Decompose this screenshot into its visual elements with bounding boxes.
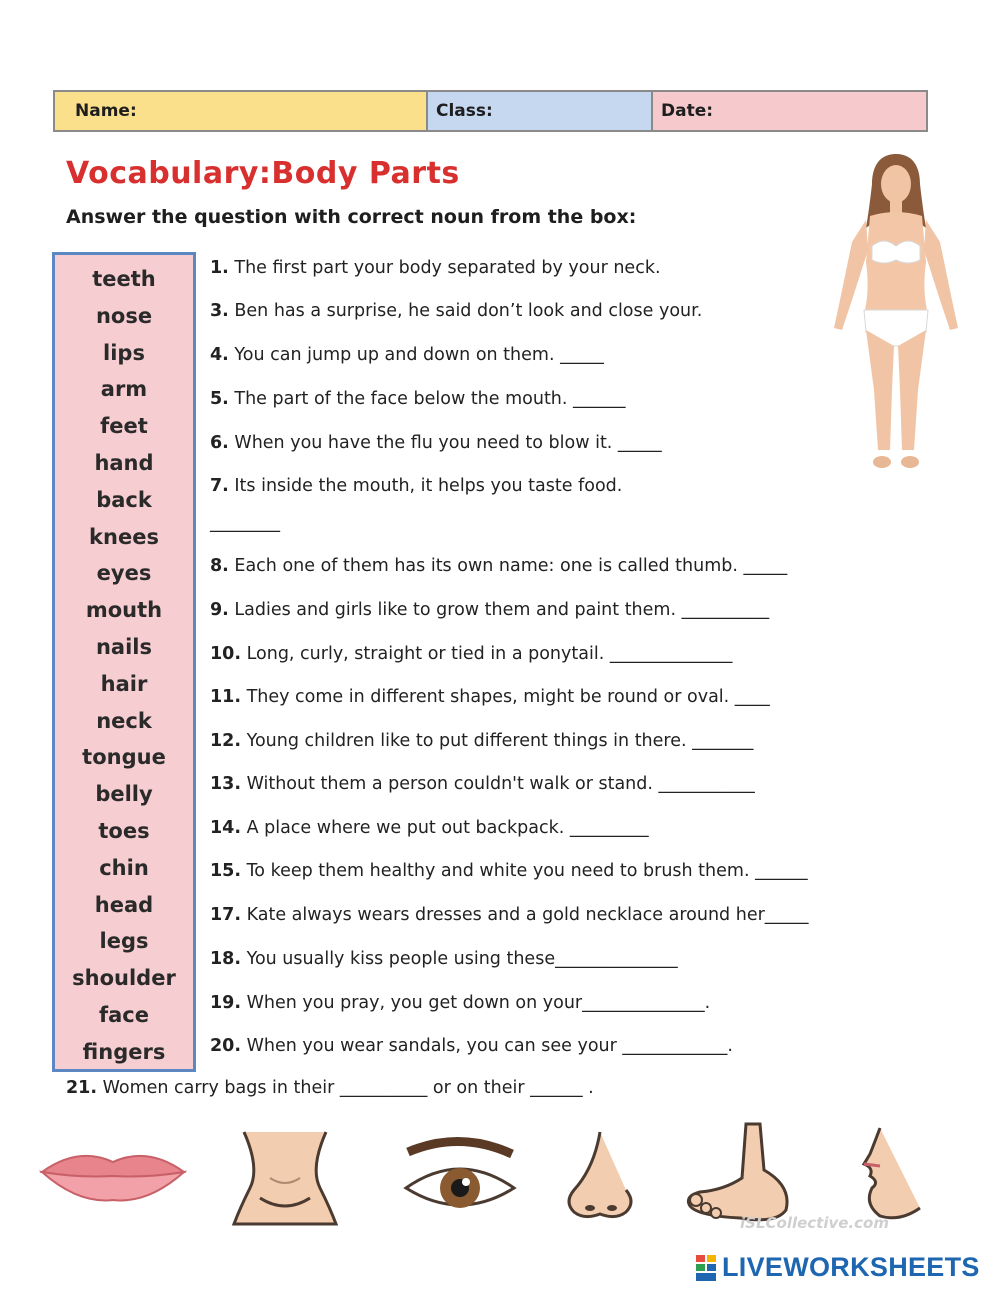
word-item[interactable]: fingers	[82, 1039, 166, 1064]
word-item[interactable]: head	[94, 892, 154, 917]
question-text: Young children like to put different things in there. _______	[241, 731, 754, 751]
word-item[interactable]: tongue	[82, 745, 166, 770]
question-number: 10.	[210, 644, 242, 664]
question-number: 5.	[210, 389, 229, 409]
word-item[interactable]: lips	[103, 340, 145, 365]
question-number: 12.	[210, 731, 242, 751]
question-row	[210, 301, 702, 321]
question-text: Kate always wears dresses and a gold necklace around her_____	[241, 905, 809, 925]
word-item[interactable]: shoulder	[72, 966, 176, 991]
question-row	[210, 389, 626, 409]
name-field[interactable]	[55, 92, 428, 130]
question-text: You can jump up and down on them. _____	[228, 345, 604, 365]
neck-icon	[230, 1128, 340, 1228]
question-21	[66, 1078, 594, 1098]
word-item[interactable]: teeth	[92, 267, 156, 291]
name-label: Name:	[75, 101, 137, 121]
question-text: Without them a person couldn't walk or stand. ___________	[241, 774, 755, 794]
question-text: When you wear sandals, you can see your ____________.	[241, 1036, 733, 1056]
word-item[interactable]: back	[96, 487, 152, 512]
word-item[interactable]: neck	[96, 708, 152, 733]
question-row	[210, 513, 280, 533]
question-number: 20.	[210, 1036, 242, 1056]
question-row	[210, 861, 808, 881]
question-row	[210, 600, 769, 620]
word-box	[52, 252, 196, 1072]
question-text: Long, curly, straight or tied in a ponytail. ______________	[241, 644, 733, 664]
liveworksheets-logo-icon	[696, 1255, 716, 1281]
woman-figure-icon	[822, 150, 970, 475]
question-row	[210, 949, 678, 969]
question-number: 11.	[210, 687, 242, 707]
question-number: 19.	[210, 993, 242, 1013]
eye-icon	[400, 1136, 520, 1226]
header-bar	[53, 90, 928, 132]
foot-icon	[680, 1120, 800, 1226]
brand-name: LIVEWORKSHEETS	[722, 1252, 980, 1282]
question-row	[210, 644, 732, 664]
question-number: 9.	[210, 600, 229, 620]
question-number: 4.	[210, 345, 229, 365]
date-field[interactable]	[653, 92, 926, 130]
word-item[interactable]: nose	[95, 303, 153, 328]
question-text: They come in different shapes, might be round or oval. ____	[241, 687, 770, 707]
question-number: 15.	[210, 861, 242, 881]
lips-icon	[38, 1146, 188, 1202]
question-text: To keep them healthy and white you need to brush them. ______	[241, 861, 808, 881]
question-text: Its inside the mouth, it helps you taste food.	[228, 476, 623, 496]
word-item[interactable]: arm	[100, 377, 148, 402]
question-number: 1.	[210, 258, 229, 278]
question-text: The first part your body separated by your neck.	[228, 258, 661, 278]
class-label: Class:	[436, 101, 493, 121]
chin-icon	[850, 1124, 930, 1224]
word-item[interactable]: legs	[99, 929, 149, 954]
question-row	[210, 731, 753, 751]
question-row	[210, 258, 661, 278]
question-number: 8.	[210, 556, 229, 576]
question-number: 18.	[210, 949, 242, 969]
word-item[interactable]: face	[99, 1002, 149, 1027]
question-text: When you have the flu you need to blow it. _____	[228, 433, 662, 453]
question-row	[210, 993, 710, 1013]
instruction: Answer the question with correct noun from the box:	[66, 206, 637, 228]
word-item[interactable]: mouth	[85, 598, 163, 623]
question-number: 14.	[210, 818, 242, 838]
date-label: Date:	[661, 101, 714, 121]
question-text: Ladies and girls like to grow them and paint them. __________	[228, 600, 770, 620]
page-title: Vocabulary:Body Parts	[66, 156, 460, 191]
question-row	[210, 687, 770, 707]
question-number: 6.	[210, 433, 229, 453]
word-item[interactable]: toes	[98, 818, 150, 843]
word-item[interactable]: chin	[99, 855, 149, 880]
question-row	[210, 774, 755, 794]
word-item[interactable]: feet	[100, 414, 148, 439]
question-text: When you pray, you get down on your______________.	[241, 993, 711, 1013]
question-row	[210, 818, 649, 838]
word-item[interactable]: knees	[89, 524, 159, 549]
word-item[interactable]: hair	[100, 671, 148, 696]
question-text: A place where we put out backpack. _________	[241, 818, 649, 838]
question-text: The part of the face below the mouth. ______	[228, 389, 626, 409]
question-text: Ben has a surprise, he said don’t look and close your.	[228, 301, 703, 321]
word-item[interactable]: belly	[95, 782, 153, 807]
question-row	[210, 433, 662, 453]
question-number: 21.	[66, 1078, 98, 1098]
question-row	[210, 1036, 733, 1056]
question-row	[210, 345, 604, 365]
word-item[interactable]: nails	[95, 634, 153, 659]
question-number: 17.	[210, 905, 242, 925]
nose-icon	[560, 1128, 640, 1224]
question-number: 13.	[210, 774, 242, 794]
brand-logo[interactable]	[696, 1252, 980, 1283]
question-row	[210, 905, 809, 925]
word-item[interactable]: eyes	[96, 561, 152, 586]
watermark: iSLCollective.com	[740, 1214, 889, 1232]
question-text: You usually kiss people using these______________	[241, 949, 678, 969]
question-row	[210, 476, 622, 496]
question-text: Each one of them has its own name: one is called thumb. _____	[228, 556, 788, 576]
word-item[interactable]: hand	[94, 450, 154, 475]
question-number: 7.	[210, 476, 229, 496]
question-number: 3.	[210, 301, 229, 321]
question-text: ________	[210, 513, 280, 533]
question-text: Women carry bags in their __________ or on their ______ .	[97, 1078, 594, 1098]
question-row	[210, 556, 787, 576]
class-field[interactable]	[428, 92, 653, 130]
